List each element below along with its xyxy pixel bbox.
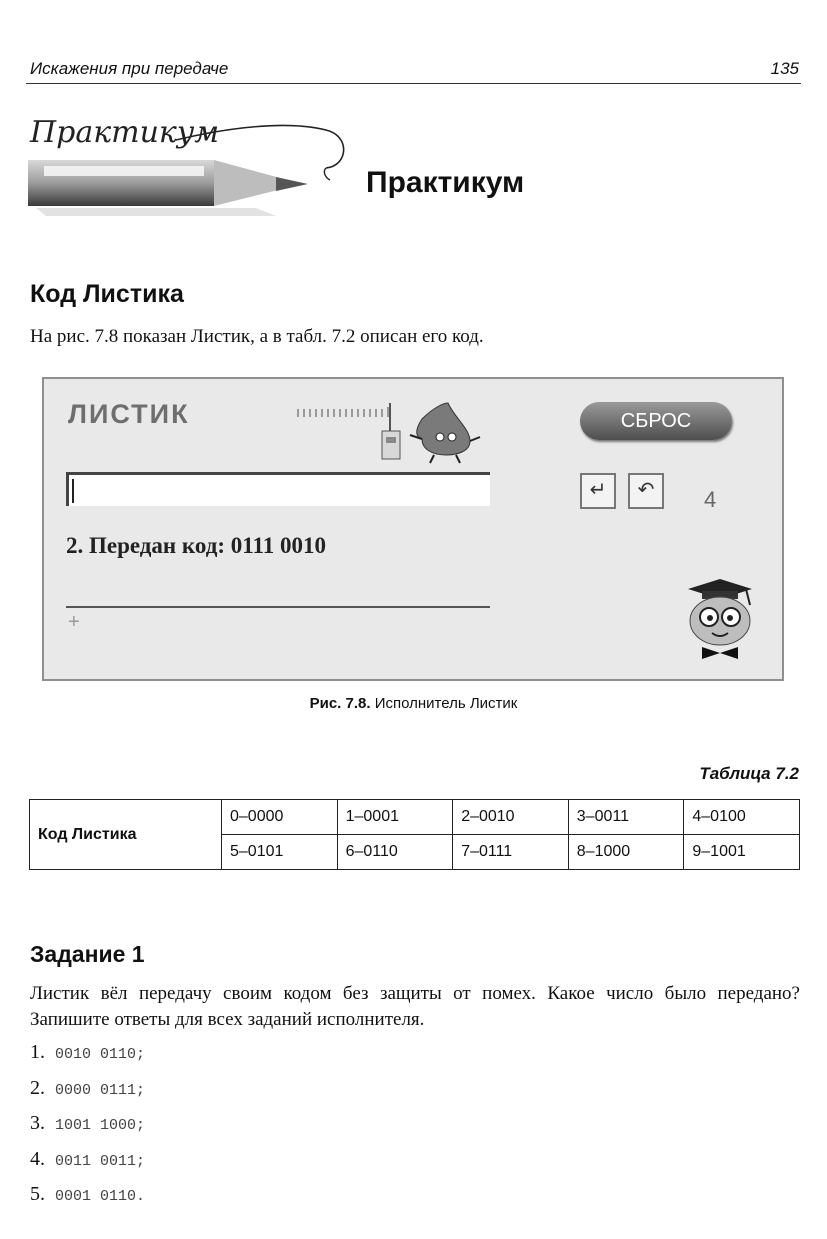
task-heading: Задание 1	[30, 941, 145, 967]
app-name: ЛИСТИК	[68, 399, 190, 429]
table-cell: 2–0010	[453, 800, 569, 835]
undo-icon: ↶	[637, 479, 655, 501]
svg-text:Практикум: Практикум	[30, 115, 220, 150]
list-item-number: 4.	[30, 1148, 45, 1170]
text-cursor	[72, 479, 74, 503]
list-item	[30, 1112, 145, 1135]
list-item	[30, 1148, 145, 1171]
list-item-code: 0011 0011;	[55, 1153, 146, 1170]
section-title: Практикум	[366, 166, 525, 199]
antenna-leaf-icon	[294, 397, 504, 467]
table-cell: 0–0000	[222, 800, 338, 835]
list-item-code: 0010 0110;	[55, 1046, 146, 1063]
list-item	[30, 1183, 145, 1206]
figure-caption-text: Исполнитель Листик	[374, 695, 518, 712]
list-item	[30, 1041, 145, 1064]
list-item-number: 3.	[30, 1112, 45, 1134]
list-item-code: 1001 1000;	[55, 1117, 146, 1134]
task-paragraph: Листик вёл передачу своим кодом без защиты от помех. Какое число было передано? Запишите ответы для всех заданий исполнителя.	[30, 983, 800, 1030]
list-item-number: 1.	[30, 1041, 45, 1063]
list-item-code: 0001 0110.	[55, 1188, 146, 1205]
table-cell: 9–1001	[684, 835, 800, 870]
listik-window	[42, 377, 784, 681]
running-header-title: Искажения при передаче	[30, 59, 229, 78]
list-item-number: 5.	[30, 1183, 45, 1205]
figure-caption	[0, 695, 827, 712]
output-line	[66, 606, 490, 608]
reset-button[interactable]: СБРОС	[580, 402, 732, 440]
undo-button[interactable]	[628, 473, 664, 509]
teacher-owl-icon	[680, 575, 760, 661]
enter-icon: ↵	[589, 479, 607, 501]
table-caption: Таблица 7.2	[699, 764, 799, 783]
step-indicator: 4	[704, 487, 717, 512]
header-rule	[26, 83, 801, 84]
listik-code-table	[29, 799, 800, 870]
table-cell: 3–0011	[568, 800, 684, 835]
subsection-heading: Код Листика	[30, 280, 184, 308]
table-cell: 5–0101	[222, 835, 338, 870]
intro-paragraph: На рис. 7.8 показан Листик, а в табл. 7.2 описан его код.	[30, 326, 484, 347]
transmitted-code-text: 2. Передан код: 0111 0010	[66, 533, 326, 558]
practicum-pencil-logo	[26, 108, 356, 218]
table-cell: 1–0001	[337, 800, 453, 835]
table-cell: 4–0100	[684, 800, 800, 835]
list-item-number: 2.	[30, 1077, 45, 1099]
code-input[interactable]	[66, 472, 490, 506]
list-item	[30, 1077, 145, 1100]
table-row	[30, 800, 800, 835]
table-cell: 7–0111	[453, 835, 569, 870]
enter-button[interactable]	[580, 473, 616, 509]
page-number: 135	[770, 59, 799, 78]
list-item-code: 0000 0111;	[55, 1082, 146, 1099]
table-cell: 6–0110	[337, 835, 453, 870]
plus-marker: +	[68, 611, 80, 633]
table-cell: 8–1000	[568, 835, 684, 870]
table-header-cell: Код Листика	[30, 800, 222, 870]
figure-caption-number: Рис. 7.8.	[309, 695, 371, 712]
